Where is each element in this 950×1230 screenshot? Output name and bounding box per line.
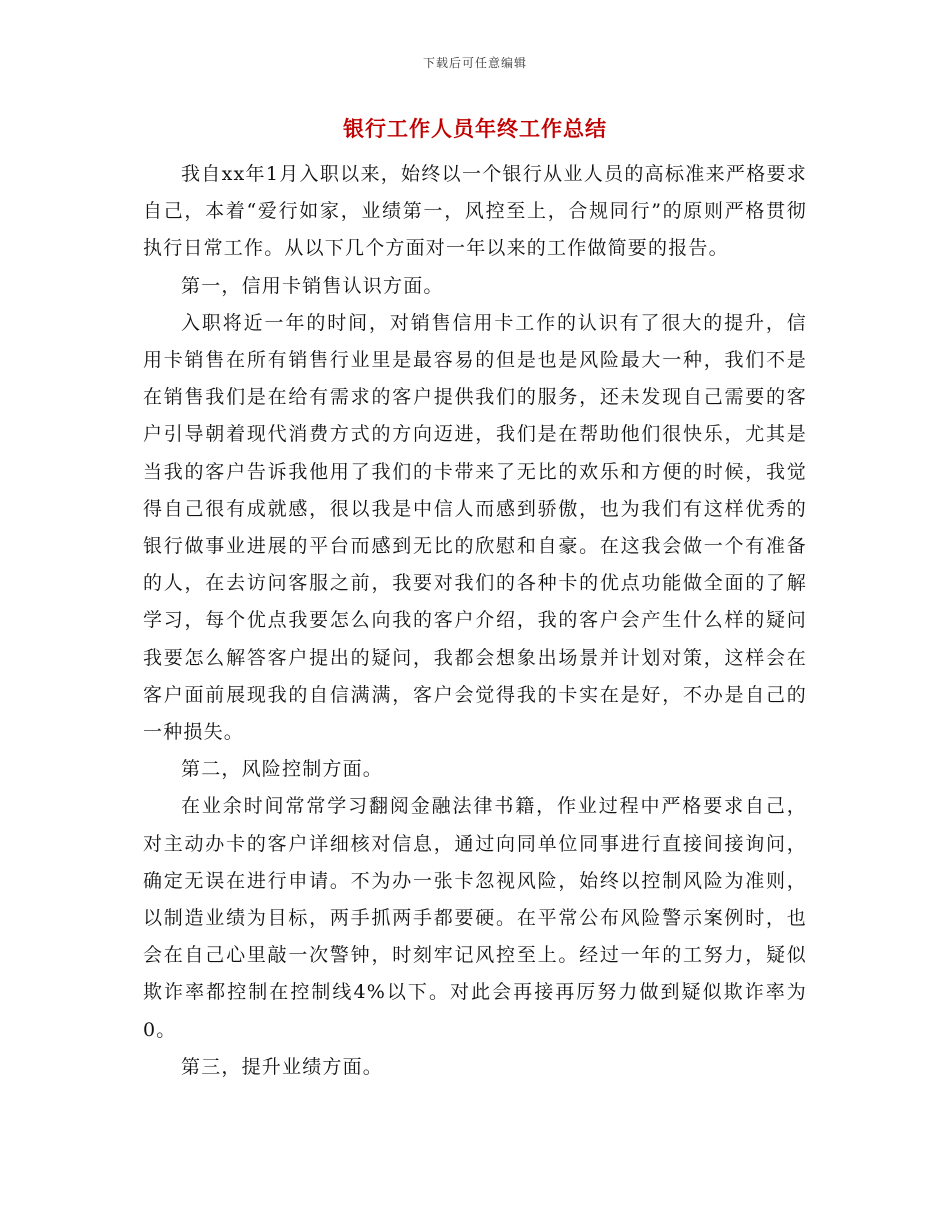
section-heading-performance: 第三，提升业绩方面。 bbox=[181, 1055, 384, 1078]
document-body bbox=[143, 156, 807, 1086]
section-heading-risk-control: 第二，风险控制方面。 bbox=[181, 758, 384, 781]
section-heading-credit-card-sales: 第一，信用卡销售认识方面。 bbox=[181, 274, 444, 297]
document-title: 银行工作人员年终工作总结 bbox=[343, 117, 607, 141]
header-note: 下载后可任意编辑 bbox=[422, 56, 527, 70]
paragraph-credit-card-sales: 入职将近一年的时间，对销售信用卡工作的认识有了很大的提升，信用卡销售在所有销售行业里是最容易的但是也是风险最大一种，我们不是在销售我们是在给有需求的客户提供我们的服务，还未发现自己需要的客户引导朝着现代消费方式的方向迈进，我们是在帮助他们很快乐，尤其是当我的客户告诉我他用了我们的卡带来了无比的欢乐和方便的时候，我觉得自己很有成就感，很以我是中信人而感到骄傲，也为我们有这样优秀的银行做事业进展的平台而感到无比的欣慰和自豪。在这我会做一个有准备的人，在去访问客服之前，我要对我们的各种卡的优点功能做全面的了解学习，每个优点我要怎么向我的客户介绍，我的客户会产生什么样的疑问我要怎么解答客户提出的疑问，我都会想象出场景并计划对策，这样会在客户面前展现我的自信满满，客户会觉得我的卡实在是好，不办是自己的一种损失。 bbox=[143, 311, 807, 744]
paragraph-intro: 我自xx年1月入职以来，始终以一个银行从业人员的高标准来严格要求自己，本着“爱行如家，业绩第一，风控至上，合规同行”的原则严格贯彻执行日常工作。从以下几个方面对一年以来的工作做简要的报告。 bbox=[143, 163, 807, 260]
paragraph-risk-control: 在业余时间常常学习翻阅金融法律书籍，作业过程中严格要求自己，对主动办卡的客户详细核对信息，通过向同单位同事进行直接间接询问，确定无误在进行申请。不为办一张卡忽视风险，始终以控制风险为准则，以制造业绩为目标，两手抓两手都要硬。在平常公布风险警示案例时，也会在自己心里敲一次警钟，时刻牢记风控至上。经过一年的工努力，疑似欺诈率都控制在控制线4%以下。对此会再接再厉努力做到疑似欺诈率为0。 bbox=[143, 795, 807, 1041]
